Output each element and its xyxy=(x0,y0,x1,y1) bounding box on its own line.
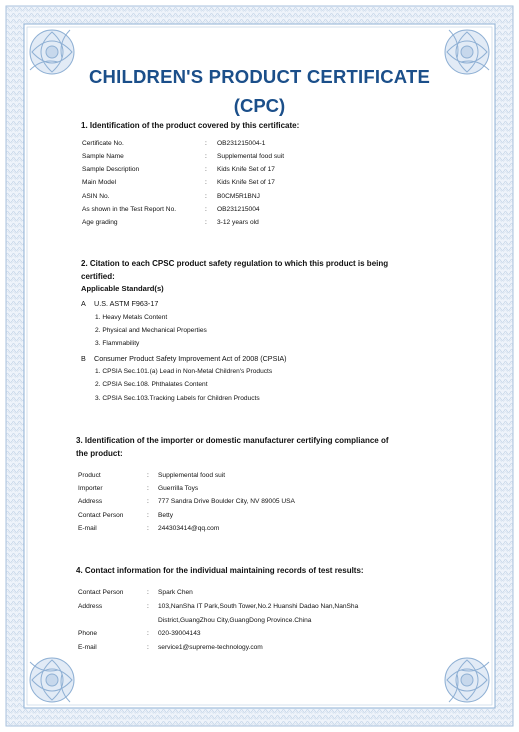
s1-label: Sample Description xyxy=(82,166,140,173)
colon: : xyxy=(205,219,207,226)
colon: : xyxy=(205,193,207,200)
standard-a-item: 2. Physical and Mechanical Properties xyxy=(95,327,207,334)
standard-letter: A xyxy=(81,299,86,308)
s1-value: OB231215004-1 xyxy=(217,140,266,147)
colon: : xyxy=(205,206,207,213)
s4-value: Spark Chen xyxy=(158,589,193,596)
colon: : xyxy=(205,153,207,160)
standard-a xyxy=(81,299,159,308)
s3-value: Supplemental food suit xyxy=(158,472,226,479)
section4-heading: 4. Contact information for the individual maintaining records of test results: xyxy=(76,566,364,575)
s1-value: Kids Knife Set of 17 xyxy=(217,179,275,186)
section3-heading-line2: the product: xyxy=(76,449,123,458)
standard-b-item: 1. CPSIA Sec.101.(a) Lead in Non-Metal Children's Products xyxy=(95,368,273,375)
section2-heading-line1: 2. Citation to each CPSC product safety regulation to which this product is being xyxy=(81,259,389,268)
s4-label: Address xyxy=(78,603,103,610)
standard-name: U.S. ASTM F963-17 xyxy=(94,299,159,308)
standard-a-item: 3. Flammability xyxy=(95,340,140,347)
standard-b-item: 3. CPSIA Sec.103.Tracking Labels for Children Products xyxy=(95,395,260,402)
s4-value: service1@supreme-technology.com xyxy=(158,644,263,651)
section2-heading-line2: certified: xyxy=(81,272,115,281)
colon: : xyxy=(205,140,207,147)
s1-value: B0CM5R1BNJ xyxy=(217,193,260,200)
standard-letter: B xyxy=(81,354,86,363)
s1-label: Main Model xyxy=(82,179,117,186)
standard-a-item: 1. Heavy Metals Content xyxy=(95,314,168,321)
s3-label: Contact Person xyxy=(78,512,124,519)
colon: : xyxy=(205,166,207,173)
section1-heading: 1. Identification of the product covered by this certificate: xyxy=(81,121,300,130)
s1-label: Certificate No. xyxy=(82,140,124,147)
s3-label: Product xyxy=(78,472,101,479)
certificate-title: CHILDREN'S PRODUCT CERTIFICATE xyxy=(89,66,430,87)
s1-value: 3-12 years old xyxy=(217,219,259,226)
s1-value: OB231215004 xyxy=(217,206,260,213)
s1-label: Age grading xyxy=(82,219,118,226)
s1-label: As shown in the Test Report No. xyxy=(82,206,177,213)
colon: : xyxy=(147,485,149,492)
s4-value: 020-39004143 xyxy=(158,630,201,637)
certificate-subtitle: (CPC) xyxy=(233,95,286,116)
s4-value: 103,NanSha IT Park,South Tower,No.2 Huanshi Dadao Nan,NanSha xyxy=(158,603,359,610)
colon: : xyxy=(147,472,149,479)
colon: : xyxy=(147,525,149,532)
colon: : xyxy=(147,644,149,651)
s4-label: E-mail xyxy=(78,644,97,651)
corner-ornament-bottom-right xyxy=(445,658,489,702)
standard-name: Consumer Product Safety Improvement Act of 2008 (CPSIA) xyxy=(94,354,287,363)
standard-b-item: 2. CPSIA Sec.108. Phthalates Content xyxy=(95,381,208,388)
s1-label: Sample Name xyxy=(82,153,124,160)
s3-label: E-mail xyxy=(78,525,97,532)
s3-value: Guerrilla Toys xyxy=(158,485,199,492)
s4-label: Phone xyxy=(78,630,98,637)
s3-label: Importer xyxy=(78,485,103,492)
colon: : xyxy=(147,498,149,505)
colon: : xyxy=(147,603,149,610)
colon: : xyxy=(205,179,207,186)
standard-b xyxy=(81,354,287,363)
colon: : xyxy=(147,630,149,637)
s4-value: District,GuangZhou City,GuangDong Province.China xyxy=(158,617,312,624)
s1-label: ASIN No. xyxy=(82,193,110,200)
colon: : xyxy=(147,589,149,596)
s3-value: Betty xyxy=(158,512,174,519)
s3-label: Address xyxy=(78,498,103,505)
section3-heading-line1: 3. Identification of the importer or domestic manufacturer certifying compliance of xyxy=(76,436,389,445)
s4-label: Contact Person xyxy=(78,589,124,596)
corner-ornament-bottom-left xyxy=(30,658,74,702)
s1-value: Kids Knife Set of 17 xyxy=(217,166,275,173)
s1-value: Supplemental food suit xyxy=(217,153,285,160)
colon: : xyxy=(147,512,149,519)
s3-value: 244303414@qq.com xyxy=(158,525,220,532)
s3-value: 777 Sandra Drive Boulder City, NV 89005 USA xyxy=(158,498,295,505)
applicable-standards-heading: Applicable Standard(s) xyxy=(81,284,164,293)
